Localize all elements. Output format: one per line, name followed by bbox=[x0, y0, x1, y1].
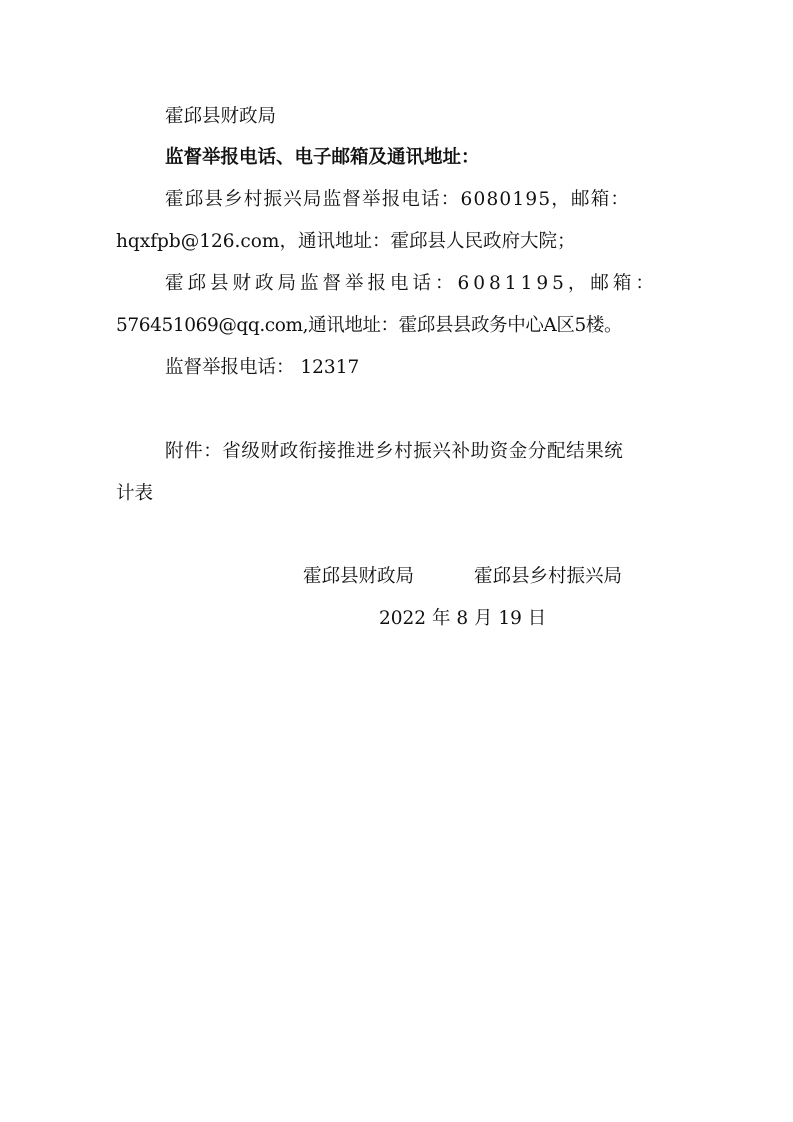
contact-2-line-1: 霍邱县财政局监督举报电话：6081195，邮箱： bbox=[165, 273, 658, 294]
contact-heading: 监督举报电话、电子邮箱及通讯地址： bbox=[165, 147, 480, 168]
attachment-line-2: 计表 bbox=[116, 483, 154, 504]
contact-1-line-2: hqxfpb@126.com，通讯地址：霍邱县人民政府大院； bbox=[116, 231, 576, 252]
contact-2-line-2: 576451069@qq.com,通讯地址：霍邱县县政务中心A区5楼。 bbox=[116, 315, 623, 336]
attachment-line-1: 附件：省级财政衔接推进乡村振兴补助资金分配结果统 bbox=[165, 441, 624, 462]
signature-org-2: 霍邱县乡村振兴局 bbox=[474, 566, 623, 587]
signature-date: 2022 年 8 月 19 日 bbox=[379, 608, 547, 629]
hotline-line: 监督举报电话： 12317 bbox=[165, 357, 360, 378]
contact-1-line-1: 霍邱县乡村振兴局监督举报电话：6080195，邮箱： bbox=[165, 189, 631, 210]
issuer-line: 霍邱县财政局 bbox=[165, 106, 277, 127]
signature-org-1: 霍邱县财政局 bbox=[303, 566, 415, 587]
